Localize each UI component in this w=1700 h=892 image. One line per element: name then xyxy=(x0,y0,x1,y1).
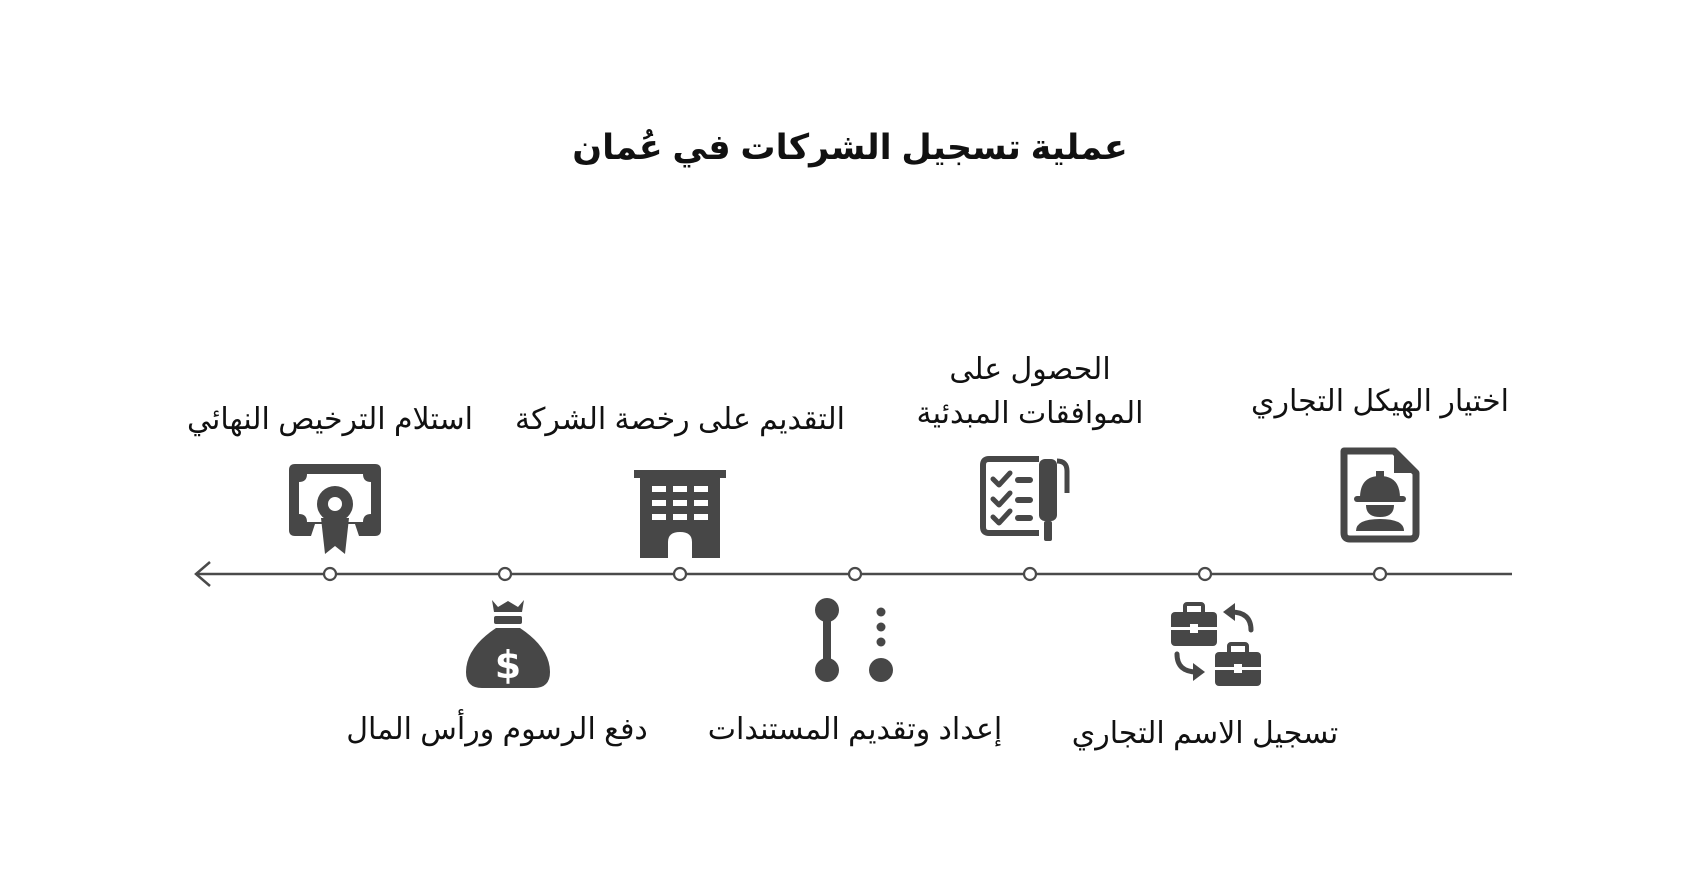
timeline-node-3 xyxy=(1024,568,1036,580)
worker-document-icon xyxy=(1330,443,1430,543)
svg-text:$: $ xyxy=(494,643,522,687)
step-label-5: التقديم على رخصة الشركة xyxy=(515,403,845,436)
timeline-node-5 xyxy=(674,568,686,580)
arrow-head-icon xyxy=(196,562,210,586)
briefcase-swap-icon xyxy=(1165,598,1265,698)
step-label-2: تسجيل الاسم التجاري xyxy=(1071,717,1339,750)
step-label-1: اختيار الهيكل التجاري xyxy=(1251,385,1509,418)
timeline-node-2 xyxy=(1199,568,1211,580)
process-nodes-icon xyxy=(805,598,905,698)
timeline-node-6 xyxy=(499,568,511,580)
step-label-3: الحصول على الموافقات المبدئية xyxy=(916,353,1144,430)
diagram-title: عملية تسجيل الشركات في عُمان xyxy=(572,128,1128,167)
money-bag-icon xyxy=(458,598,558,698)
checklist-pen-icon xyxy=(975,447,1075,547)
step-label-4: إعداد وتقديم المستندات xyxy=(707,713,1003,746)
timeline-node-7 xyxy=(324,568,336,580)
timeline-node-4 xyxy=(849,568,861,580)
building-icon xyxy=(630,462,730,562)
certificate-icon xyxy=(285,458,385,558)
step-label-6: دفع الرسوم ورأس المال xyxy=(346,713,648,746)
step-label-7: استلام الترخيص النهائي xyxy=(187,403,473,436)
timeline-node-1 xyxy=(1374,568,1386,580)
